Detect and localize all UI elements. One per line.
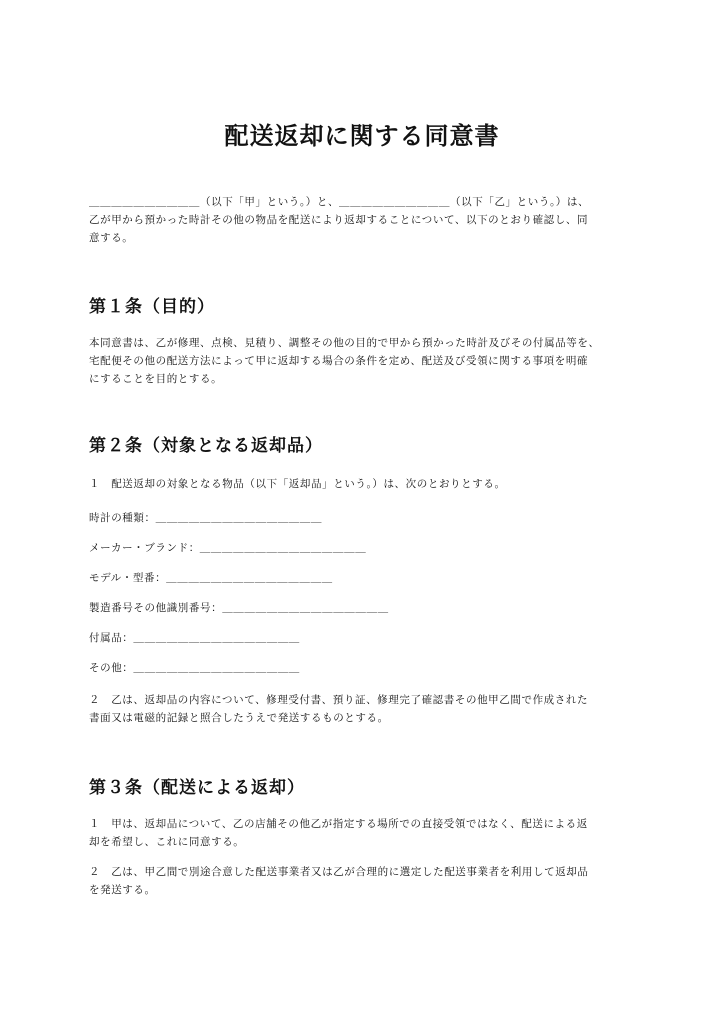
article2-clause2-line: ２ 乙は、返却品の内容について、修理受付書、預り証、修理完了確認書その他甲乙間で作成された [89, 694, 589, 706]
article1-line: にすることを目的とする。 [89, 373, 223, 385]
field-accessories: 付属品：＿＿＿＿＿＿＿＿＿＿＿＿＿＿＿ [89, 632, 300, 644]
article3-clause1-line: １ 甲は、返却品について、乙の店舗その他乙が指定する場所での直接受領ではなく、配送による返 [89, 818, 588, 830]
article3-clause1-line: 却を希望し、これに同意する。 [89, 836, 245, 848]
article3-clause2 [89, 863, 644, 899]
article2-clause2 [89, 691, 644, 727]
article1-line: 本同意書は、乙が修理、点検、見積り、調整その他の目的で甲から預かった時計及びその付属品等を、 [89, 337, 600, 349]
intro-line: ＿＿＿＿＿＿＿＿＿＿（以下「甲」という。）と、＿＿＿＿＿＿＿＿＿＿（以下「乙」という。）は、 [89, 196, 590, 208]
article1-body [89, 334, 644, 388]
intro-line: 乙が甲から預かった時計その他の物品を配送により返却することについて、以下のとおり確認し、同 [89, 214, 589, 226]
article3-clause2-line: を発送する。 [89, 884, 156, 896]
field-other: その他：＿＿＿＿＿＿＿＿＿＿＿＿＿＿＿ [89, 662, 300, 674]
article2-clause2-line: 書面又は電磁的記録と照合したうえで発送するものとする。 [89, 712, 389, 724]
article3-clause1 [89, 815, 644, 851]
field-serial-number: 製造番号その他識別番号：＿＿＿＿＿＿＿＿＿＿＿＿＿＿＿ [89, 602, 389, 614]
intro-paragraph [89, 193, 644, 247]
article3-clause2-line: ２ 乙は、甲乙間で別途合意した配送事業者又は乙が合理的に選定した配送事業者を利用して返却品 [89, 866, 589, 878]
article2-clause1: １ 配送返却の対象となる物品（以下「返却品」という。）は、次のとおりとする。 [89, 478, 506, 490]
field-model-number: モデル・型番：＿＿＿＿＿＿＿＿＿＿＿＿＿＿＿ [89, 572, 333, 584]
article1-heading: 第１条（目的） [89, 297, 215, 317]
article3-heading: 第３条（配送による返却） [89, 778, 305, 798]
article1-line: 宅配便その他の配送方法によって甲に返却する場合の条件を定め、配送及び受領に関する事項を明確 [89, 355, 589, 367]
field-watch-type: 時計の種類：＿＿＿＿＿＿＿＿＿＿＿＿＿＿＿ [89, 512, 323, 524]
article2-heading: 第２条（対象となる返却品） [89, 436, 323, 456]
field-maker-brand: メーカー・ブランド：＿＿＿＿＿＿＿＿＿＿＿＿＿＿＿ [89, 542, 367, 554]
intro-line: 意する。 [89, 232, 134, 244]
document-title: 配送返却に関する同意書 [224, 122, 500, 150]
